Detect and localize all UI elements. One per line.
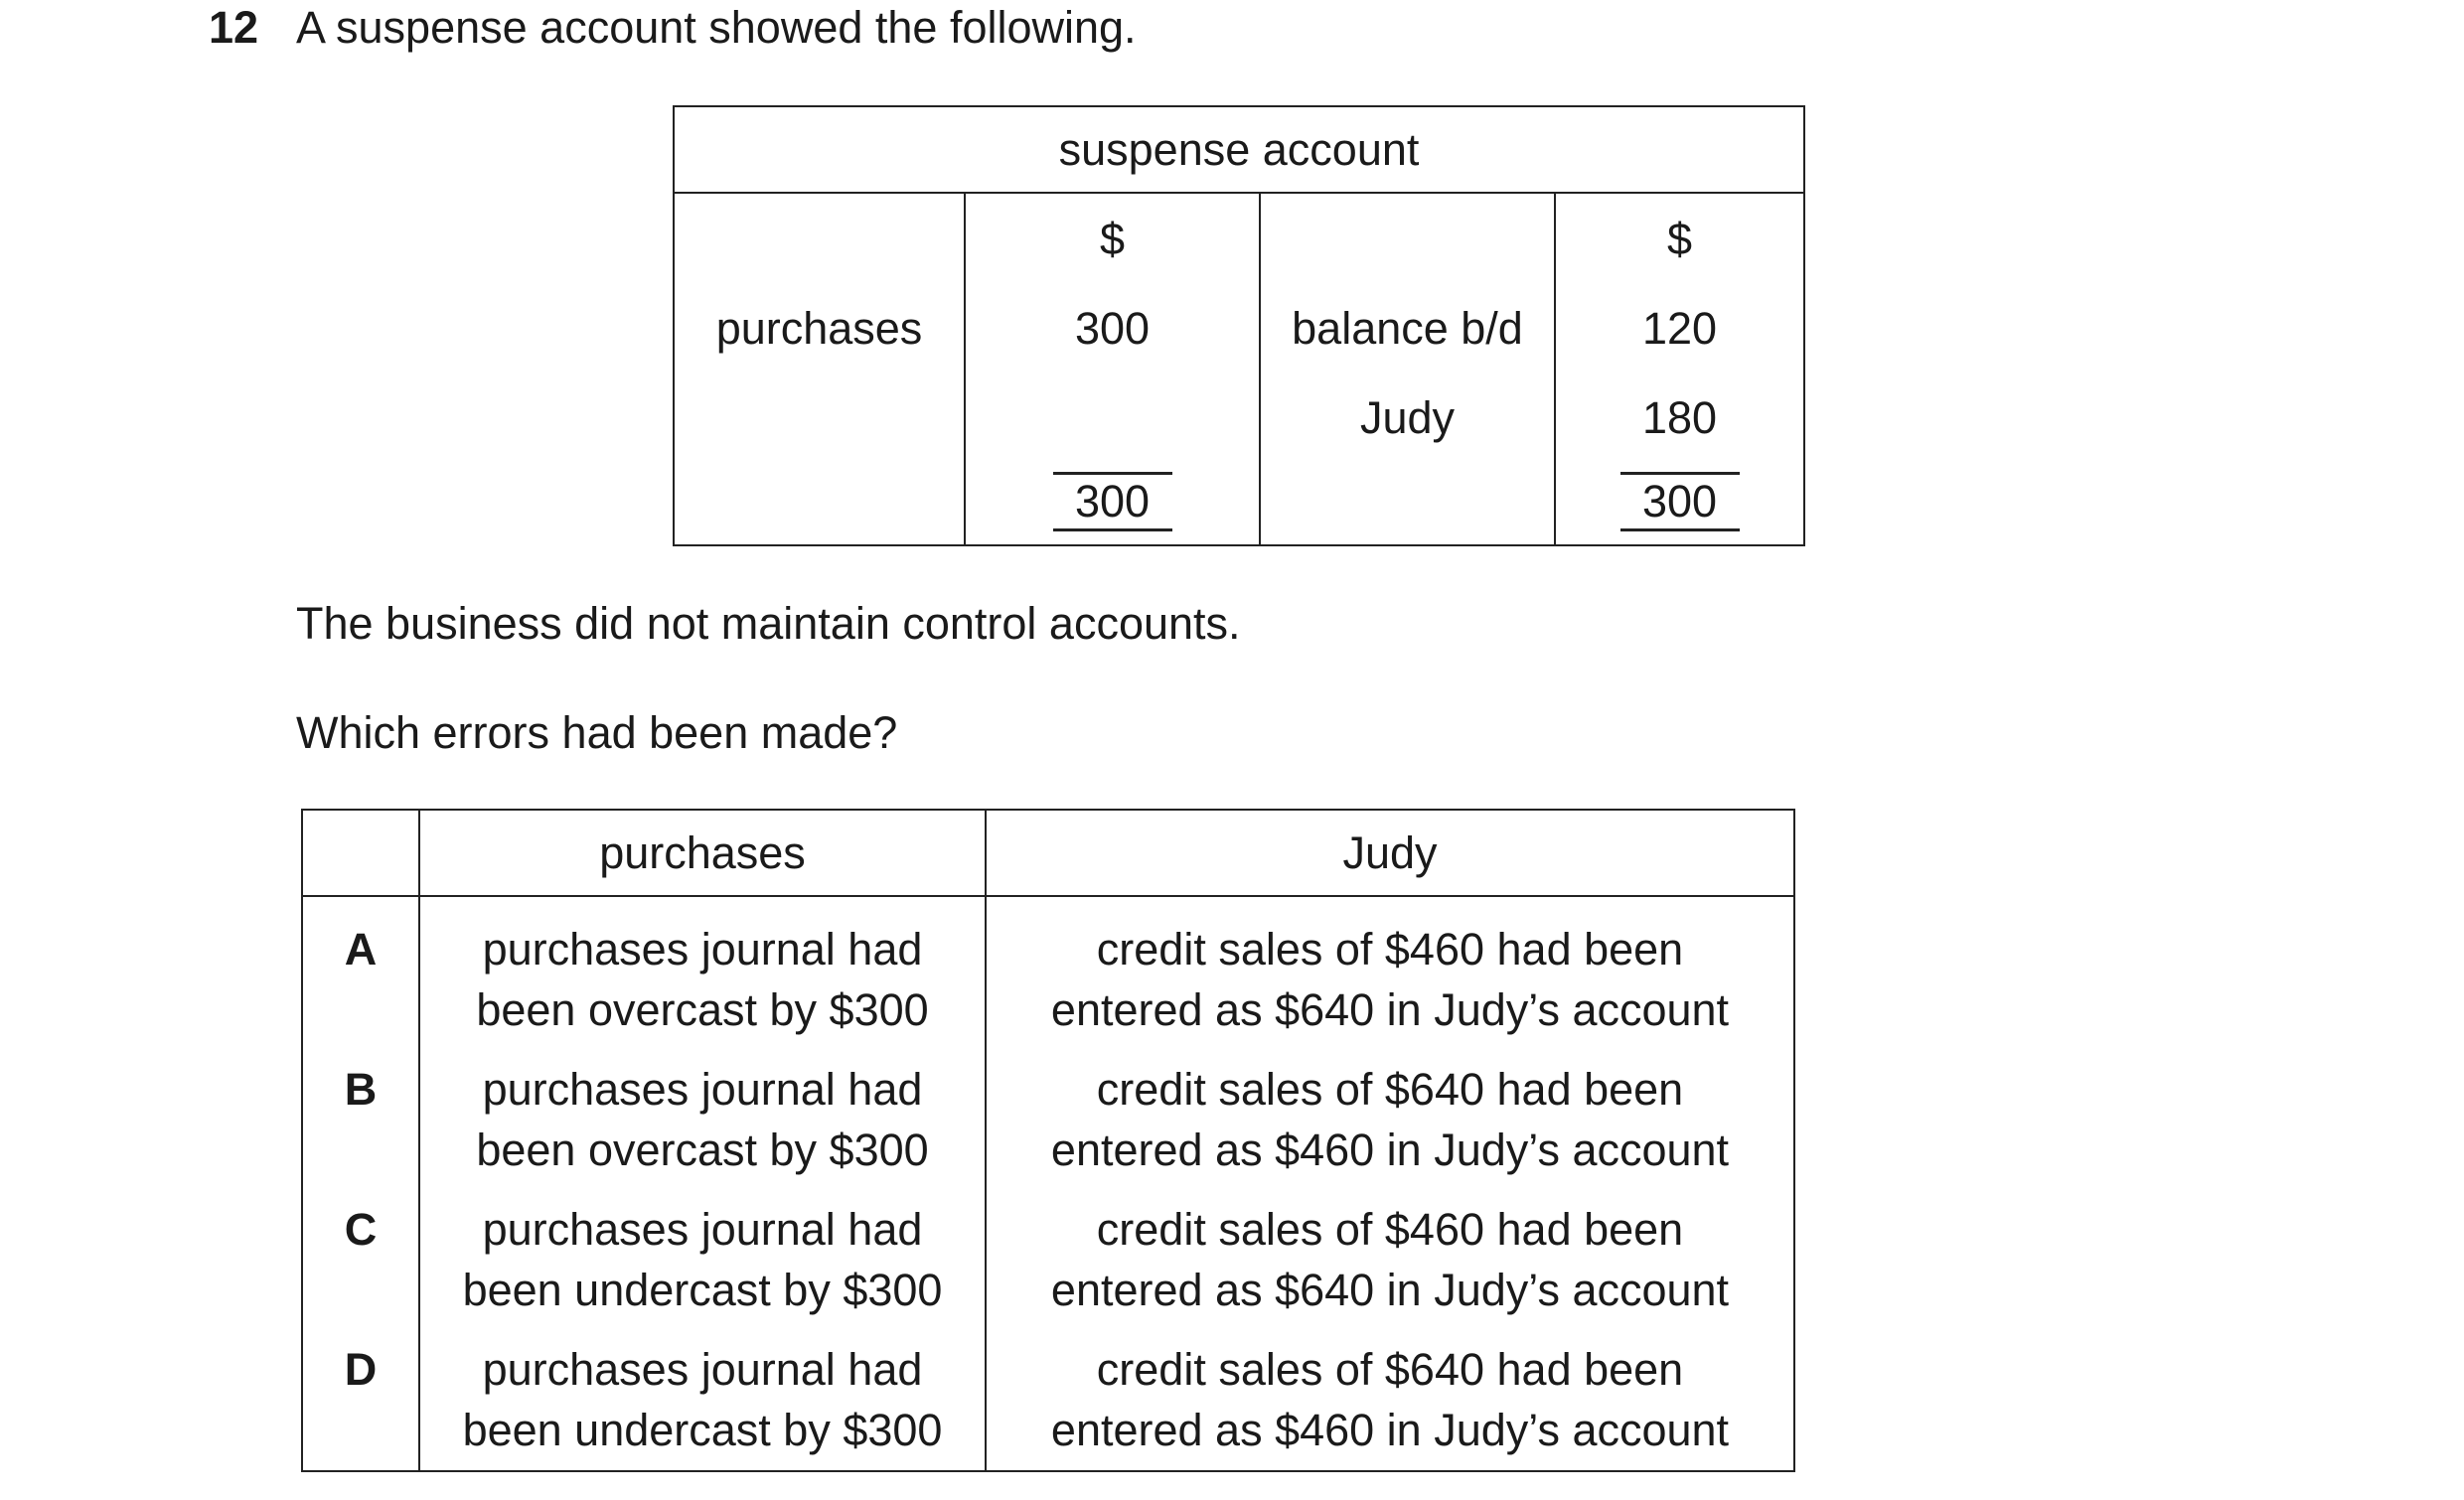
- header-blank: [302, 810, 419, 896]
- option-row-b[interactable]: [302, 1059, 1794, 1199]
- option-row-d[interactable]: [302, 1339, 1794, 1471]
- option-row-c[interactable]: [302, 1199, 1794, 1339]
- debit-description-column: [675, 192, 966, 544]
- option-text-line: credit sales of $460 had been: [1096, 1204, 1684, 1255]
- option-text-line: been undercast by $300: [462, 1405, 943, 1455]
- credit-currency-label: $: [1666, 214, 1693, 264]
- options-table: [301, 809, 1795, 1472]
- option-text-line: credit sales of $640 had been: [1096, 1344, 1684, 1395]
- credit-entry-amount: 180: [1641, 392, 1718, 443]
- credit-entry-amount: 120: [1641, 303, 1718, 354]
- option-letter[interactable]: A: [302, 896, 419, 1059]
- option-text-line: entered as $460 in Judy’s account: [1050, 1125, 1730, 1175]
- option-text-line: credit sales of $460 had been: [1096, 924, 1684, 975]
- credit-amount-column: [1556, 192, 1803, 544]
- question-heading: [209, 0, 1137, 56]
- option-letter[interactable]: C: [302, 1199, 419, 1339]
- option-text-line: purchases journal had: [482, 924, 923, 975]
- option-purchases-cell: [419, 1199, 986, 1339]
- header-purchases: purchases: [419, 810, 986, 896]
- option-purchases-cell: [419, 1339, 986, 1471]
- option-judy-cell: [986, 1339, 1794, 1471]
- credit-entry-description: balance b/d: [1292, 303, 1523, 354]
- option-text-line: purchases journal had: [482, 1064, 923, 1115]
- debit-total: 300: [1053, 472, 1172, 531]
- option-text-line: entered as $460 in Judy’s account: [1050, 1405, 1730, 1455]
- option-purchases-cell: [419, 896, 986, 1059]
- option-text-line: purchases journal had: [482, 1344, 923, 1395]
- option-letter[interactable]: B: [302, 1059, 419, 1199]
- debit-currency-label: $: [1099, 214, 1126, 264]
- option-text-line: purchases journal had: [482, 1204, 923, 1255]
- option-letter[interactable]: D: [302, 1339, 419, 1471]
- prompt-text: Which errors had been made?: [296, 707, 898, 758]
- option-purchases-cell: [419, 1059, 986, 1199]
- option-judy-cell: [986, 1199, 1794, 1339]
- suspense-account-title: suspense account: [675, 107, 1803, 194]
- option-text-line: credit sales of $640 had been: [1096, 1064, 1684, 1115]
- credit-description-column: [1261, 192, 1556, 544]
- credit-entry-description: Judy: [1359, 392, 1456, 443]
- option-text-line: been undercast by $300: [462, 1265, 943, 1315]
- option-text-line: been overcast by $300: [476, 984, 929, 1035]
- debit-amount-column: [966, 192, 1261, 544]
- option-judy-cell: [986, 1059, 1794, 1199]
- option-text-line: entered as $640 in Judy’s account: [1050, 984, 1730, 1035]
- option-text-line: entered as $640 in Judy’s account: [1050, 1265, 1730, 1315]
- credit-total: 300: [1620, 472, 1740, 531]
- suspense-account-table: [673, 105, 1805, 546]
- statement-text: The business did not maintain control accounts.: [296, 598, 1241, 649]
- question-number: 12: [209, 2, 259, 53]
- question-text: A suspense account showed the following.: [296, 2, 1137, 53]
- option-row-a[interactable]: [302, 896, 1794, 1059]
- debit-entry-description: purchases: [715, 303, 923, 354]
- option-text-line: been overcast by $300: [476, 1125, 929, 1175]
- header-judy: Judy: [986, 810, 1794, 896]
- debit-entry-amount: 300: [1074, 303, 1151, 354]
- option-judy-cell: [986, 896, 1794, 1059]
